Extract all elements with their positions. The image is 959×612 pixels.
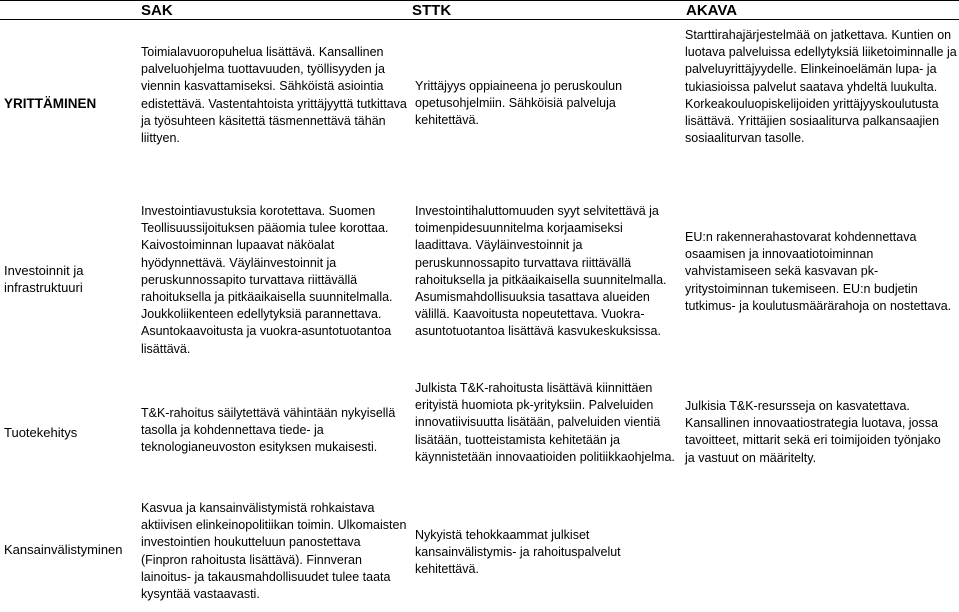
header-top-rule <box>0 0 959 1</box>
cell-sak-tuotekehitys: T&K-rahoitus säilytettävä vähintään nykyisellä tasolla ja kohdennettava tiede- ja teknologianeuvoston esityksen mukaisesti. <box>141 406 396 455</box>
row-label-tuotekehitys: Tuotekehitys <box>4 425 78 440</box>
cell-akava-investoinnit: EU:n rakennerahastovarat kohdennettava osaamisen ja innovaatiotoiminnan vahvistamiseen sekä kasvavan pk-yritystoiminnan tukemiseen. EU:n budjetin tutkimus- ja koulutusmäärärahoja on nostettava. <box>685 230 952 313</box>
cell-sttk-yrittaminen: Yrittäjyys oppiaineena jo peruskoulun opetusohjelmiin. Sähköisiä palveluja kehitettävä. <box>415 79 623 128</box>
row-label-kansainvalistyminen: Kansainvälistyminen <box>4 542 123 557</box>
cell-sak-investoinnit: Investointiavustuksia korotettava. Suomen Teollisuussijoituksen pääomia tulee korottaa. Kaivostoiminnan lupaavat näköalat hyödynnettävä. Väyläinvestoinnit ja peruskunnossapito turvattava riittävällä rahoituksella ja pitkäaikaisella suunnitelmalla. Joukkoliikenteen edellytyksiä parannettava. Asuntokaavoitusta ja vuokra-asuntotuotantoa lisättävä. <box>141 204 393 356</box>
row-label-investoinnit: Investoinnit ja infrastruktuuri <box>4 263 84 295</box>
cell-sttk-investoinnit: Investointihaluttomuuden syyt selvitettävä ja toimenpidesuunnitelma korjaamiseksi laadittava. Väyläinvestoinnit ja peruskunnossapito turvattava riittävällä rahoituksella ja pitkäaikaisella suunnitelmalla. Asumismahdollisuuksia tasattava alueiden välillä. Kaavoitusta nopeutettava. Vuokra-asuntotuotantoa lisättävä kasvukeskuksissa. <box>415 204 667 339</box>
cell-akava-tuotekehitys: Julkisia T&K-resursseja on kasvatettava. Kansallinen innovaatiostrategia luotava, jossa tavoitteet, mittarit sekä eri toimijoiden työnjako ja vastuut on määritelty. <box>685 399 941 465</box>
row-label-yrittaminen: YRITTÄMINEN <box>4 96 97 111</box>
cell-sttk-kansainvalistyminen: Nykyistä tehokkaammat julkiset kansainvälistymis- ja rahoituspalvelut kehitettävä. <box>415 528 621 577</box>
cell-sttk-tuotekehitys: Julkista T&K-rahoitusta lisättävä kiinnittäen erityistä huomiota pk-yrityksiin. Palveluiden innovatiivisuutta lisätään, palveluiden vientiä lisätään, tuotteistamista kehitetään ja käynnistetään innovaatioiden politiikkaohjelma. <box>415 381 675 464</box>
header-sttk: STTK <box>412 2 452 19</box>
cell-akava-yrittaminen: Starttirahajärjestelmää on jatkettava. Kuntien on luotava palveluissa edellytyksiä liiketoiminnalle ja palveluyrittäjyydelle. Elinkeinoelämän lupa- ja tukiasioissa palvelut saatava yhdeltä luukulta. Korkeakouluopiskelijoiden yrittäjyyskoulutusta lisättävä. Yrittäjien sosiaaliturva palkansaajien sosiaaliturvan tasolle. <box>685 28 957 146</box>
header-akava: AKAVA <box>686 2 738 19</box>
cell-sak-kansainvalistyminen: Kasvua ja kansainvälistymistä rohkaistava aktiivisen elinkeinopolitiikan toimin. Ulkomaisten investointien houkutteluun panostettava (Finpron rahoitusta lisättävä). Finnveran lainoitus- ja takausmahdollisuudet tulee taata kysyntää vastaavasti. <box>141 501 407 602</box>
header-sak: SAK <box>141 2 173 19</box>
header-bottom-rule <box>0 19 959 20</box>
cell-sak-yrittaminen: Toimialavuoropuhelua lisättävä. Kansallinen palveluohjelma tuottavuuden, työllisyyden ja viennin kasvattamiseksi. Sähköistä asiointia edistettävä. Vastentahtoista yrittäjyyttä tutkittava ja työsuhteen käsitettä täsmennettävä tähän liittyen. <box>141 45 407 146</box>
